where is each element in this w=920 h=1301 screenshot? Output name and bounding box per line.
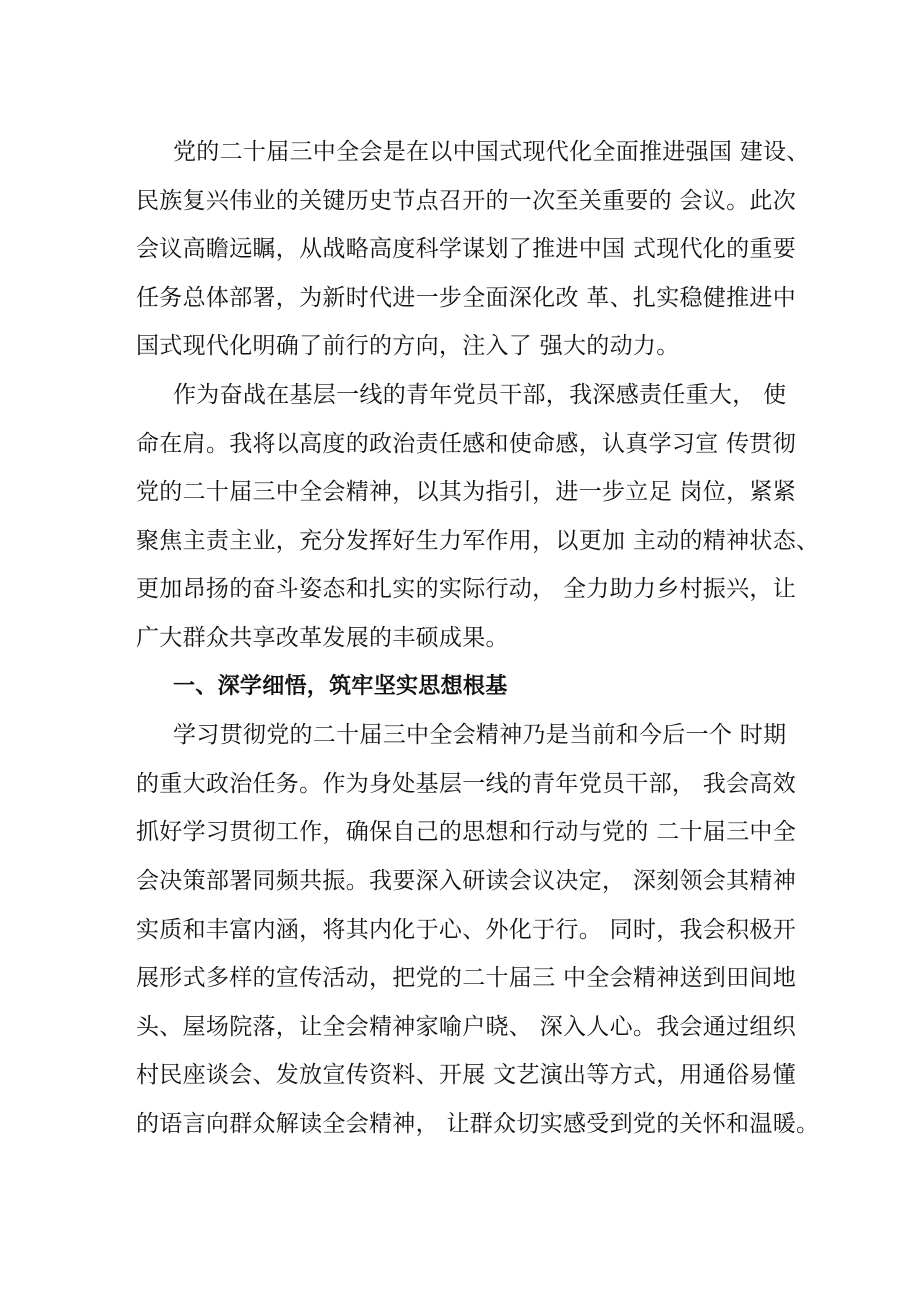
paragraph-line: 党的二十届三中全会精神，以其为指引，进一步立足 岗位，紧紧 xyxy=(136,479,797,506)
paragraph-line: 聚焦主责主业，充分发挥好生力军作用，以更加 主动的精神状态、 xyxy=(136,527,820,554)
paragraph-line: 命在肩。我将以高度的政治责任感和使命感，认真学习宣 传贯彻 xyxy=(136,430,797,457)
paragraph-line: 党的二十届三中全会是在以中国式现代化全面推进强国 建设、 xyxy=(173,139,810,165)
paragraph-line: 民族复兴伟业的关键历史节点召开的一次至关重要的 会议。此次 xyxy=(136,187,797,214)
paragraph-line: 的重大政治任务。作为身处基层一线的青年党员干部， 我会高效 xyxy=(136,770,797,797)
paragraph-line: 会议高瞻远瞩，从战略高度科学谋划了推进中国 式现代化的重要 xyxy=(136,236,797,263)
paragraph-line: 的语言向群众解读全会精神， 让群众切实感受到党的关怀和温暖。 xyxy=(136,1110,820,1137)
paragraph-line: 学习贯彻党的二十届三中全会精神乃是当前和今后一个 时期 xyxy=(173,722,787,749)
section-heading xyxy=(136,663,826,712)
paragraph-line: 作为奋战在基层一线的青年党员干部，我深感责任重大， 使 xyxy=(173,381,787,408)
paragraph-line: 展形式多样的宣传活动，把党的二十届三 中全会精神送到田间地 xyxy=(136,965,797,992)
paragraph-line: 国式现代化明确了前行的方向，注入了 强大的动力。 xyxy=(136,333,680,360)
paragraph-1 xyxy=(136,128,826,371)
paragraph-line: 任务总体部署，为新时代进一步全面深化改 革、扎实稳健推进中 xyxy=(136,284,797,311)
paragraph-line: 头、屋场院落，让全会精神家喻户晓、 深入人心。我会通过组织 xyxy=(136,1013,797,1040)
paragraph-line: 抓好学习贯彻工作，确保自己的思想和行动与党的 二十届三中全 xyxy=(136,819,797,846)
section-heading-text: 一、深学细悟，筑牢坚实思想根基 xyxy=(173,673,508,699)
document-body xyxy=(136,128,826,1148)
paragraph-3 xyxy=(136,711,826,1148)
paragraph-2 xyxy=(136,371,826,663)
paragraph-line: 实质和丰富内涵，将其内化于心、外化于行。 同时，我会积极开 xyxy=(136,916,797,943)
paragraph-line: 村民座谈会、发放宣传资料、开展 文艺演出等方式，用通俗易懂 xyxy=(136,1062,797,1089)
paragraph-line: 广大群众共享改革发展的丰硕成果。 xyxy=(136,624,509,651)
paragraph-line: 会决策部署同频共振。我要深入研读会议决定， 深刻领会其精神 xyxy=(136,867,797,894)
paragraph-line: 更加昂扬的奋斗姿态和扎实的实际行动， 全力助力乡村振兴，让 xyxy=(136,576,797,603)
